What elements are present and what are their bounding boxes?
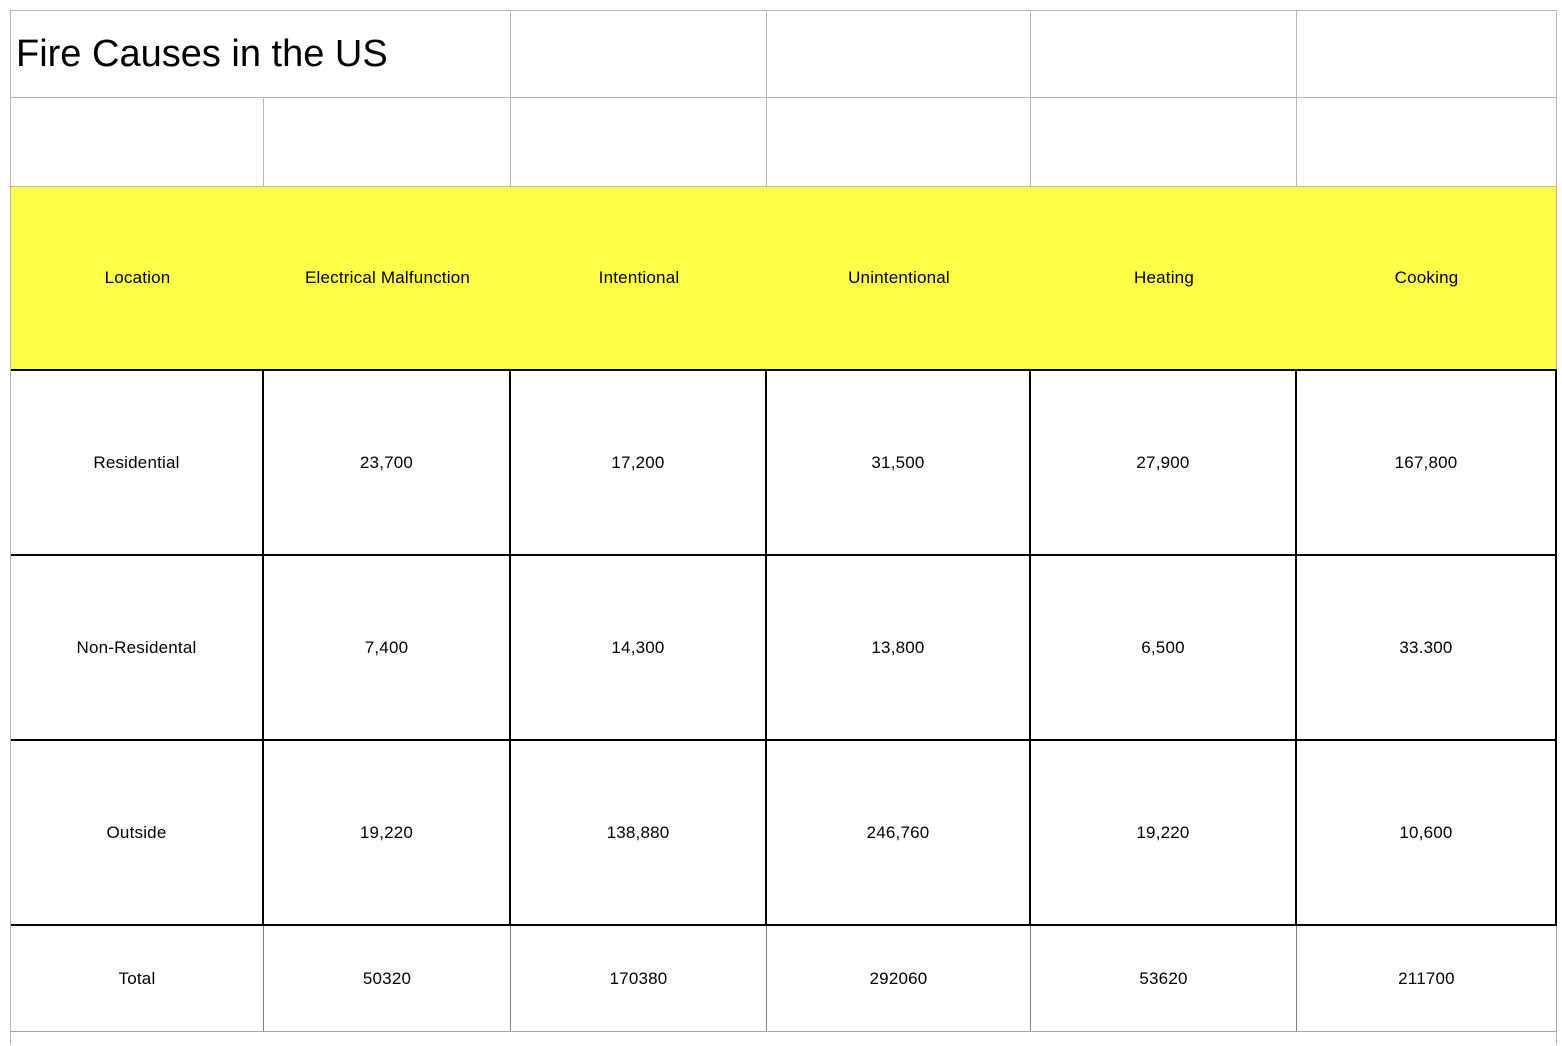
header-cell-cooking[interactable] [1297, 187, 1557, 369]
empty-cell[interactable] [511, 98, 767, 186]
header-cell-heating[interactable] [1031, 187, 1297, 369]
value-cell[interactable] [264, 741, 511, 924]
empty-cell[interactable] [511, 11, 767, 97]
header-cell-unintentional[interactable] [767, 187, 1031, 369]
sheet-title-cell[interactable] [11, 11, 511, 97]
value-cell[interactable] [511, 741, 767, 924]
cell-value: 167,800 [1394, 452, 1458, 472]
value-cell[interactable] [1031, 741, 1297, 924]
cell-value: 292060 [869, 968, 928, 988]
value-cell[interactable] [1297, 556, 1557, 739]
table-row-non-residental [11, 556, 1557, 741]
empty-cell [767, 1032, 1031, 1045]
table-row-outside [11, 741, 1557, 926]
value-cell[interactable] [1031, 556, 1297, 739]
header-label: Location [104, 268, 171, 287]
header-row [11, 187, 1557, 371]
value-cell[interactable] [511, 556, 767, 739]
spreadsheet [10, 10, 1557, 1045]
row-label: Non-Residental [76, 637, 197, 657]
header-cell-location[interactable] [11, 187, 264, 369]
header-label: Unintentional [848, 268, 950, 287]
table-row-total [11, 926, 1557, 1032]
partial-row [11, 1032, 1557, 1045]
cell-value: 33.300 [1399, 637, 1453, 657]
cell-value: 19,220 [1136, 822, 1190, 842]
value-cell[interactable] [1297, 741, 1557, 924]
value-cell[interactable] [264, 926, 511, 1031]
row-label-cell[interactable] [11, 371, 264, 554]
row-label-cell[interactable] [11, 556, 264, 739]
cell-value: 31,500 [871, 452, 925, 472]
empty-cell [264, 1032, 511, 1045]
value-cell[interactable] [1297, 926, 1557, 1031]
header-label: Cooking [1394, 268, 1459, 287]
cell-value: 50320 [362, 968, 412, 988]
value-cell[interactable] [1031, 926, 1297, 1031]
row-label: Residential [93, 452, 180, 472]
cell-value: 19,220 [359, 822, 414, 842]
cell-value: 7,400 [364, 637, 409, 657]
value-cell[interactable] [767, 926, 1031, 1031]
value-cell[interactable] [264, 371, 511, 554]
header-label: Heating [1134, 268, 1194, 287]
value-cell[interactable] [264, 556, 511, 739]
empty-cell[interactable] [1297, 98, 1557, 186]
cell-value: 138,880 [606, 822, 670, 842]
cell-value: 211700 [1398, 968, 1455, 988]
value-cell[interactable] [767, 741, 1031, 924]
empty-cell [1031, 1032, 1297, 1045]
empty-cell [511, 1032, 767, 1045]
empty-cell[interactable] [1297, 11, 1557, 97]
value-cell[interactable] [511, 926, 767, 1031]
value-cell[interactable] [767, 371, 1031, 554]
row-label: Total [118, 968, 156, 988]
row-label-cell[interactable] [11, 741, 264, 924]
empty-cell[interactable] [264, 98, 511, 186]
title-row [11, 11, 1557, 98]
value-cell[interactable] [511, 371, 767, 554]
page-title: Fire Causes in the US [16, 32, 388, 75]
row-label-cell[interactable] [11, 926, 264, 1031]
empty-cell[interactable] [1031, 98, 1297, 186]
empty-cell[interactable] [1031, 11, 1297, 97]
table-row-residential [11, 371, 1557, 556]
empty-cell[interactable] [11, 98, 264, 186]
empty-cell[interactable] [767, 98, 1031, 186]
cell-value: 246,760 [866, 822, 930, 842]
header-cell-intentional[interactable] [511, 187, 767, 369]
cell-value: 10,600 [1399, 822, 1453, 842]
cell-value: 13,800 [871, 637, 925, 657]
cell-value: 6,500 [1141, 637, 1185, 657]
row-label: Outside [106, 822, 167, 842]
value-cell[interactable] [767, 556, 1031, 739]
cell-value: 17,200 [611, 452, 665, 472]
cell-value: 53620 [1139, 968, 1188, 988]
empty-cell[interactable] [767, 11, 1031, 97]
spacer-row [11, 98, 1557, 187]
cell-value: 23,700 [359, 452, 414, 472]
header-label: Intentional [598, 268, 680, 287]
empty-cell [11, 1032, 264, 1045]
value-cell[interactable] [1297, 371, 1557, 554]
cell-value: 27,900 [1136, 452, 1190, 472]
value-cell[interactable] [1031, 371, 1297, 554]
cell-value: 14,300 [611, 637, 665, 657]
header-cell-electrical-malfunction[interactable] [264, 187, 511, 369]
cell-value: 170380 [609, 968, 668, 988]
header-label: Electrical Malfunction [304, 268, 471, 287]
empty-cell [1297, 1032, 1557, 1045]
